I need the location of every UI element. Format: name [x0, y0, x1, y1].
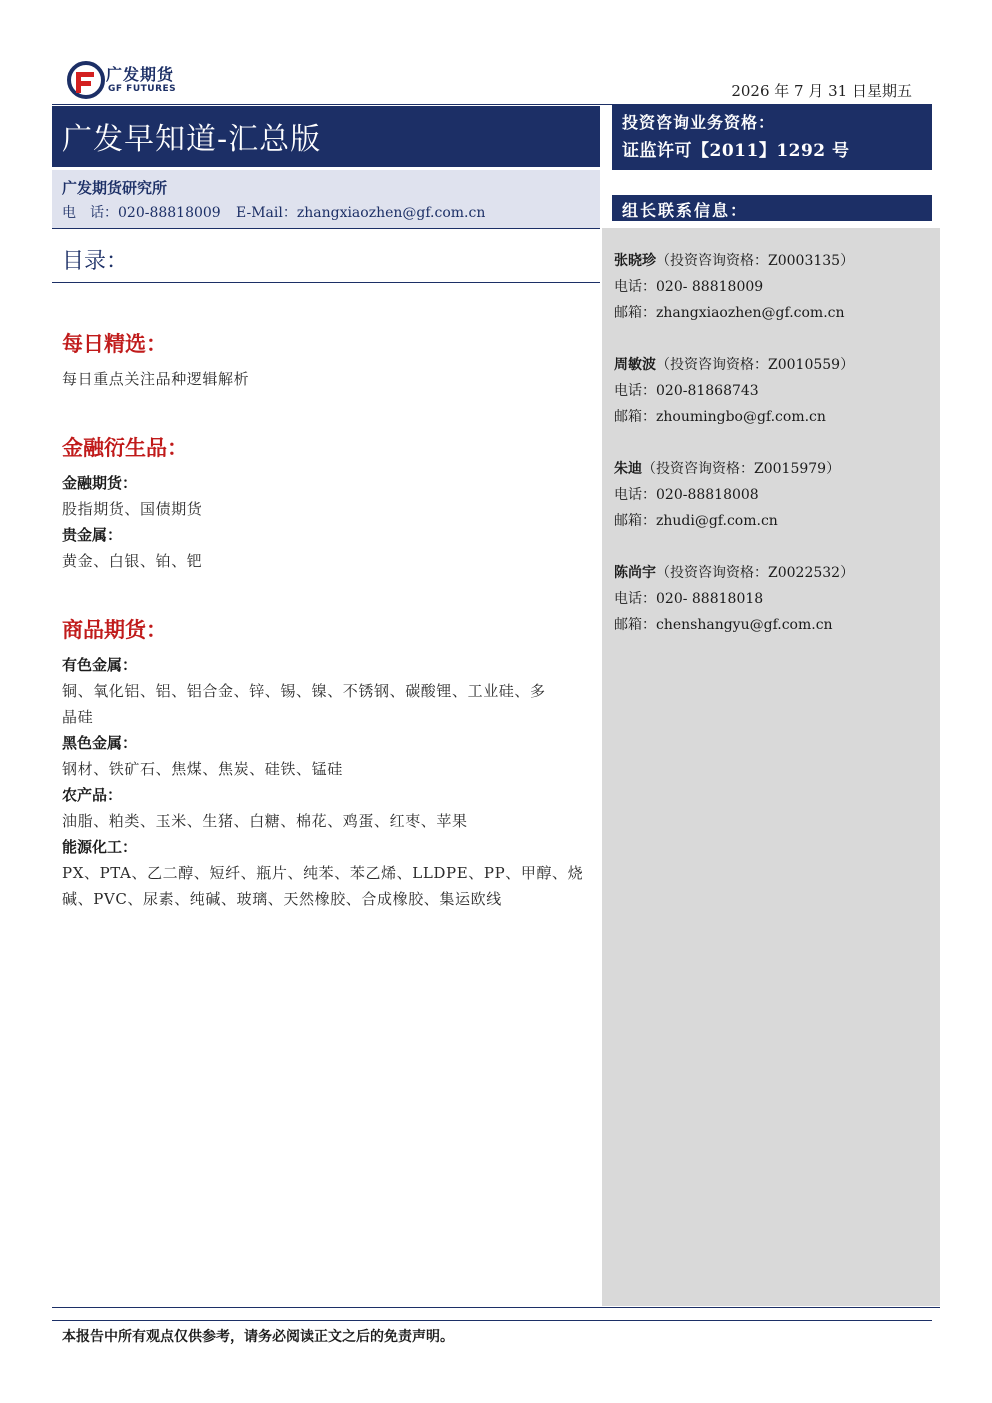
contact-name: 陈尚宇: [614, 565, 656, 581]
contact-email[interactable]: 邮箱：zhoumingbo@gf.com.cn: [614, 409, 826, 425]
contact-name: 周敏波: [614, 357, 656, 373]
toc-divider-top: [52, 228, 600, 229]
group-label: 贵金属：: [62, 526, 123, 544]
group-items[interactable]: 黄金、白银、铂、钯: [62, 552, 203, 570]
toc-title: 目录：: [62, 249, 129, 274]
group-items[interactable]: 铜、氧化铝、铝、铝合金、锌、锡、镍、不锈钢、碳酸锂、工业硅、多: [62, 682, 546, 700]
institute-email[interactable]: E-Mail：zhangxiaozhen@gf.com.cn: [236, 205, 486, 221]
footer-divider: [52, 1307, 940, 1308]
contact-cert: （投资咨询资格：Z0022532）: [656, 565, 855, 581]
group-items[interactable]: 油脂、粕类、玉米、生猪、白糖、棉花、鸡蛋、红枣、苹果: [62, 812, 468, 830]
daily-item[interactable]: 每日重点关注品种逻辑解析: [62, 370, 250, 388]
section-commodity-title[interactable]: 商品期货：: [62, 617, 167, 642]
group-label: 金融期货：: [62, 474, 138, 492]
contact-header: [614, 562, 854, 582]
contact-header: [614, 354, 854, 374]
logo-text: 广发期货: [106, 65, 175, 84]
group-items[interactable]: 钢材、铁矿石、焦煤、焦炭、硅铁、锰硅: [62, 760, 343, 778]
qualification-title: 投资咨询业务资格：: [622, 113, 776, 132]
contact-phone: 电话：020- 88818009: [614, 279, 764, 295]
institute-phone: 电 话：020-88818009: [62, 205, 221, 221]
contact-cert: （投资咨询资格：Z0010559）: [656, 357, 855, 373]
group-items-cont[interactable]: 碱、PVC、尿素、纯碱、玻璃、天然橡胶、合成橡胶、集运欧线: [62, 890, 502, 908]
toc-divider-bottom: [52, 282, 600, 283]
contact-cert: （投资咨询资格：Z0015979）: [642, 461, 841, 477]
contacts-title: 组长联系信息：: [622, 201, 749, 220]
disclaimer-note: 本报告中所有观点仅供参考，请务必阅读正文之后的免责声明。: [62, 1329, 454, 1345]
contact-header: [614, 458, 840, 478]
footer-divider-2: [52, 1320, 932, 1321]
contact-email[interactable]: 邮箱：zhudi@gf.com.cn: [614, 513, 778, 529]
contact-name: 朱迪: [614, 461, 642, 477]
page-title: 广发早知道-汇总版: [62, 122, 322, 157]
institute-name: 广发期货研究所: [62, 179, 168, 197]
group-items-cont[interactable]: 晶硅: [62, 708, 94, 726]
section-financial-title[interactable]: 金融衍生品：: [62, 435, 188, 460]
qualification-license: 证监许可【2011】1292 号: [622, 141, 850, 161]
section-daily-title[interactable]: 每日精选：: [62, 331, 167, 356]
contact-email[interactable]: 邮箱：chenshangyu@gf.com.cn: [614, 617, 833, 633]
group-label: 有色金属：: [62, 656, 138, 674]
group-items[interactable]: 股指期货、国债期货: [62, 500, 203, 518]
group-label: 农产品：: [62, 786, 123, 804]
contact-cert: （投资咨询资格：Z0003135）: [656, 253, 855, 269]
group-label: 黑色金属：: [62, 734, 138, 752]
contact-header: [614, 250, 854, 270]
group-items[interactable]: PX、PTA、乙二醇、短纤、瓶片、纯苯、苯乙烯、LLDPE、PP、甲醇、烧: [62, 864, 584, 882]
contact-phone: 电话：020-81868743: [614, 383, 759, 399]
contact-phone: 电话：020-88818008: [614, 487, 759, 503]
contact-email[interactable]: 邮箱：zhangxiaozhen@gf.com.cn: [614, 305, 845, 321]
contact-name: 张晓珍: [614, 253, 656, 269]
report-date: 2026 年 7 月 31 日星期五: [731, 82, 912, 100]
logo-subtext: GF FUTURES: [108, 84, 177, 94]
group-label: 能源化工：: [62, 838, 138, 856]
contact-phone: 电话：020- 88818018: [614, 591, 764, 607]
